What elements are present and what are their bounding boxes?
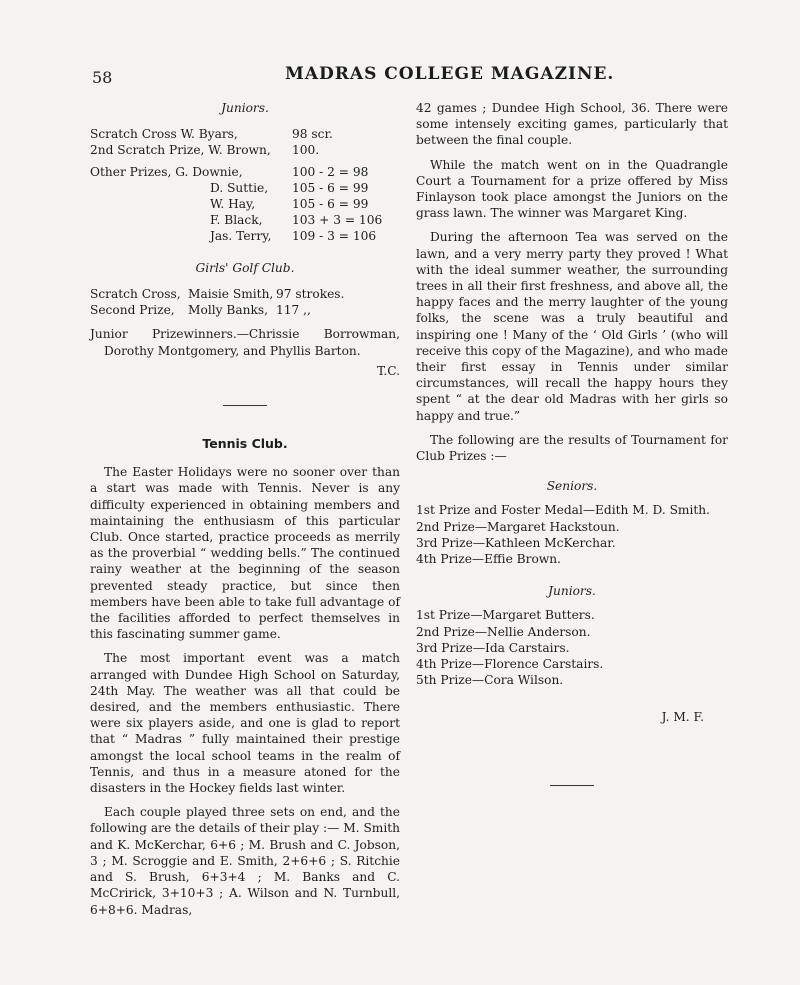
row-score: 97 strokes. bbox=[276, 287, 345, 302]
row-score: 117 ,, bbox=[276, 303, 311, 318]
page-number: 58 bbox=[92, 68, 113, 87]
table-row bbox=[90, 126, 382, 142]
row-label: Other Prizes, G. Downie, bbox=[90, 165, 243, 180]
list-item: 1st Prize—Margaret Butters. bbox=[416, 608, 595, 623]
list-item: 2nd Prize—Margaret Hackstoun. bbox=[416, 519, 620, 534]
list-item: 3rd Prize—Ida Carstairs. bbox=[416, 640, 570, 655]
list-item: 4th Prize—Florence Carstairs. bbox=[416, 657, 604, 672]
tennis-paragraph: The Easter Holidays were no sooner over than a start was made with Tennis. Never is any difficulty experienced in obtaining members and maintaining the enthusiasm of this particular Club. Once started, practice proceeds as merrily as the proverbial “ wedding bells.” The continued rainy weather at the beginning of the season prevented steady practice, but since then members have been able to take full advantage of the facilities afforded to perfect themselves in this fascinating summer game. bbox=[90, 465, 400, 642]
right-column bbox=[416, 100, 728, 786]
row-label: Scratch Cross, bbox=[90, 287, 181, 302]
golf-juniors-table bbox=[90, 126, 382, 244]
tennis-paragraph: The most important event was a match arranged with Dundee High School on Saturday, 24th May. The weather was all that could be desired, and the members enthusiastic. There were six players aside, and one is glad to report that “ Madras ” fully maintained their prestige amongst the local school teams in the realm of Tennis, and thus in a measure atoned for the disasters in the Hockey fields last winter. bbox=[90, 651, 400, 796]
section-divider bbox=[223, 405, 267, 406]
running-head: MADRAS COLLEGE MAGAZINE. bbox=[285, 64, 615, 84]
girls-golf-table bbox=[90, 286, 344, 318]
tennis-signature: J. M. F. bbox=[661, 709, 704, 724]
row-score: 100. bbox=[292, 143, 320, 158]
list-item: 2nd Prize—Nellie Anderson. bbox=[416, 624, 591, 639]
row-label: F. Black, bbox=[210, 213, 263, 228]
tennis-paragraph: Each couple played three sets on end, and the following are the details of their play :— M. Smith and K. McKerchar, 6+6 ; M. Brush and C. Jobson, 3 ; M. Scroggie and E. Smith, 2+6+6 ; S. Ritchie and S. Brush, 6+3+4 ; M. Banks and C. McCririck, 3+10+3 ; A. Wilson and N. Turnbull, 6+8+6. Madras, bbox=[90, 805, 400, 917]
junior-prizewinners: Junior Prizewinners.—Chrissie Borrowman, Dorothy Montgomery, and Phyllis Barton. bbox=[90, 327, 400, 358]
tennis-paragraph: During the afternoon Tea was served on the lawn, and a very merry party they proved ! What with the ideal summer weather, the surrounding trees in all their first freshness, and above all, the happy faces and the merry laughter of the young folks, the scene was a truly beautiful and inspiring one ! Many of the ‘ Old Girls ’ (who will receive this copy of the Magazine), and who made their first essay in Tennis under similar circumstances, will recall the happy hours they spent “ at the dear old Madras with her girls so happy and true.” bbox=[416, 230, 728, 423]
row-label: W. Hay, bbox=[210, 197, 256, 212]
table-row bbox=[90, 228, 382, 244]
table-row bbox=[90, 164, 382, 180]
left-column bbox=[90, 100, 400, 918]
seniors-heading: Seniors. bbox=[546, 479, 598, 494]
list-item: 4th Prize—Effie Brown. bbox=[416, 552, 561, 567]
row-label: 2nd Scratch Prize, W. Brown, bbox=[90, 143, 271, 158]
juniors-list bbox=[416, 607, 728, 688]
list-item: 5th Prize—Cora Wilson. bbox=[416, 673, 564, 688]
table-row bbox=[90, 196, 382, 212]
table-row bbox=[90, 212, 382, 228]
tennis-paragraph: The following are the results of Tournament for Club Prizes :— bbox=[416, 432, 728, 464]
row-label: Jas. Terry, bbox=[210, 229, 272, 244]
row-score: 105 - 6 = 99 bbox=[292, 197, 369, 212]
row-score: 109 - 3 = 106 bbox=[292, 229, 377, 244]
tennis-continuation: 42 games ; Dundee High School, 36. There were some intensely exciting games, particularly that between the final couple. bbox=[416, 101, 728, 148]
table-row bbox=[90, 142, 382, 158]
golf-signature: T.C. bbox=[377, 363, 400, 378]
juniors-results-heading: Juniors. bbox=[548, 584, 596, 599]
juniors-heading: Juniors. bbox=[221, 101, 269, 115]
list-item: 3rd Prize—Kathleen McKerchar. bbox=[416, 535, 616, 550]
list-item: 1st Prize and Foster Medal—Edith M. D. Smith. bbox=[416, 503, 710, 518]
end-divider bbox=[550, 785, 594, 786]
row-score: 98 scr. bbox=[292, 127, 333, 142]
row-label: D. Suttie, bbox=[210, 181, 269, 196]
row-name: Molly Banks, bbox=[188, 303, 268, 318]
tennis-paragraph: While the match went on in the Quadrangle Court a Tournament for a prize offered by Miss Finlayson took place amongst the Juniors on the grass lawn. The winner was Margaret King. bbox=[416, 157, 728, 221]
table-row bbox=[90, 180, 382, 196]
tennis-club-title: Tennis Club. bbox=[202, 436, 288, 452]
row-label: Second Prize, bbox=[90, 303, 175, 318]
row-score: 103 + 3 = 106 bbox=[292, 213, 383, 228]
seniors-list bbox=[416, 502, 728, 567]
row-score: 100 - 2 = 98 bbox=[292, 165, 369, 180]
table-row bbox=[90, 286, 344, 302]
row-name: Maisie Smith, bbox=[188, 287, 274, 302]
row-label: Scratch Cross W. Byars, bbox=[90, 127, 238, 142]
row-score: 105 - 6 = 99 bbox=[292, 181, 369, 196]
table-row bbox=[90, 302, 344, 318]
girls-golf-heading: Girls' Golf Club. bbox=[195, 261, 295, 276]
